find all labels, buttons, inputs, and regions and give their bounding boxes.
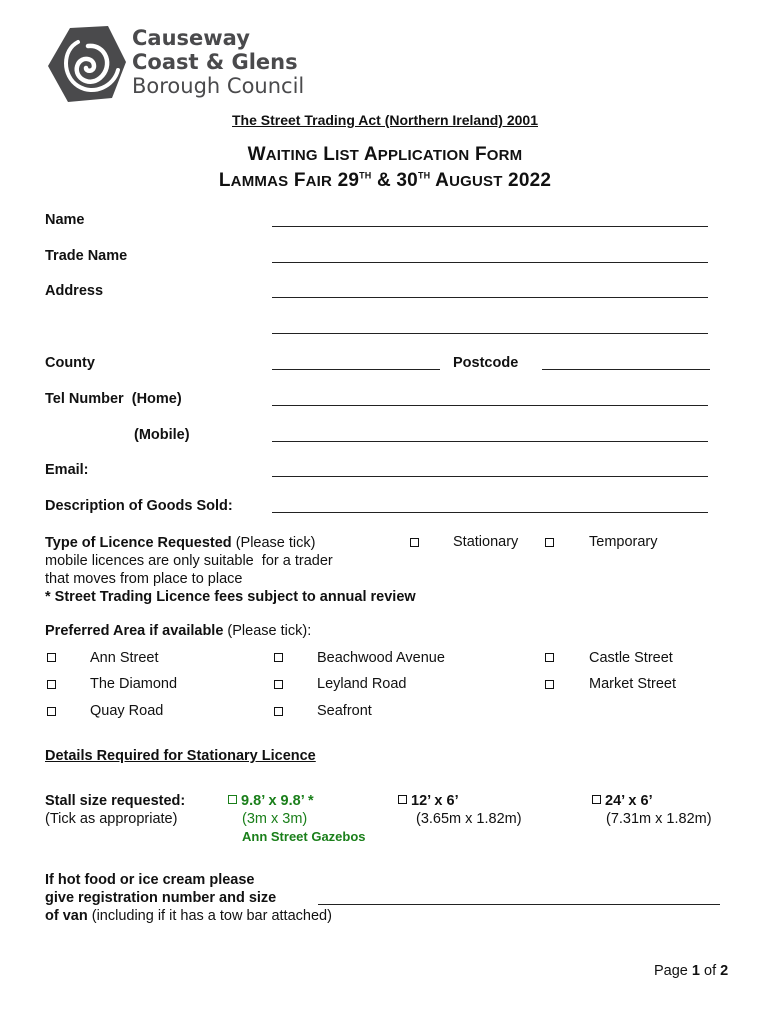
page-number: Page 1 of 2: [654, 963, 729, 979]
area-market-street: Market Street: [589, 676, 677, 692]
area-beachwood-avenue: Beachwood Avenue: [317, 650, 445, 666]
address-field-1[interactable]: [272, 297, 708, 298]
logo-line-3: Borough Council: [132, 74, 305, 98]
tel-mobile-field[interactable]: [272, 441, 708, 442]
area-checkbox-leyland-road[interactable]: [274, 680, 283, 689]
area-seafront: Seafront: [317, 703, 372, 719]
area-checkbox-market-street[interactable]: [545, 680, 554, 689]
hot-food-section: If hot food or ice cream please give registration number and size of van (including if it has a tow bar attached): [45, 872, 332, 924]
council-name: [132, 26, 304, 98]
email-field[interactable]: [272, 476, 708, 477]
form-title-line-2: LAMMAS FAIR 29TH & 30TH AUGUST 2022: [218, 170, 552, 191]
trade-name-field[interactable]: [272, 262, 708, 263]
county-label: County: [45, 355, 95, 371]
licence-fees-note: * Street Trading Licence fees subject to annual review: [45, 589, 416, 605]
logo-line-2: Coast & Glens: [132, 50, 298, 74]
trade-name-label: Trade Name: [45, 248, 128, 264]
address-label: Address: [45, 283, 104, 299]
stall-option-12x6[interactable]: 12’ x 6’ (3.65m x 1.82m): [398, 792, 522, 828]
logo-line-1: Causeway: [132, 26, 250, 50]
goods-label: Description of Goods Sold:: [45, 498, 233, 514]
tel-mobile-label: (Mobile): [134, 427, 190, 443]
name-label: Name: [45, 212, 85, 228]
goods-field[interactable]: [272, 512, 708, 513]
stall-checkbox-24x6[interactable]: [592, 795, 601, 804]
stall-size-label: Stall size requested: (Tick as appropriate): [45, 793, 186, 827]
stall-checkbox-12x6[interactable]: [398, 795, 407, 804]
area-leyland-road: Leyland Road: [317, 676, 407, 692]
stationary-heading: Details Required for Stationary Licence: [45, 748, 316, 764]
temporary-checkbox[interactable]: [545, 538, 554, 547]
postcode-field[interactable]: [542, 369, 710, 370]
name-field[interactable]: [272, 226, 708, 227]
county-field[interactable]: [272, 369, 440, 370]
area-ann-street: Ann Street: [90, 650, 159, 666]
temporary-label: Temporary: [589, 534, 658, 550]
licence-section: [45, 534, 416, 606]
email-label: Email:: [45, 462, 89, 478]
stall-option-24x6[interactable]: 24’ x 6’ (7.31m x 1.82m): [592, 792, 712, 828]
stall-checkbox-gazebo[interactable]: [228, 795, 237, 804]
licence-heading: Type of Licence Requested: [45, 535, 232, 551]
area-checkbox-quay-road[interactable]: [47, 707, 56, 716]
area-heading: Preferred Area if available (Please tick):: [45, 623, 312, 639]
tel-home-field[interactable]: [272, 405, 708, 406]
area-quay-road: Quay Road: [90, 703, 164, 719]
area-castle-street: Castle Street: [589, 650, 673, 666]
licence-note-1: mobile licences are only suitable for a trader: [45, 553, 333, 569]
stationary-checkbox[interactable]: [410, 538, 419, 547]
form-title-line-1: WAITING LIST APPLICATION FORM: [247, 144, 523, 165]
address-field-2[interactable]: [272, 333, 708, 334]
van-registration-field[interactable]: [318, 904, 720, 905]
licence-tick-hint: (Please tick): [235, 535, 316, 551]
area-checkbox-castle-street[interactable]: [545, 653, 554, 662]
postcode-label: Postcode: [453, 355, 519, 371]
stall-option-gazebo[interactable]: 9.8’ x 9.8’ * (3m x 3m) Ann Street Gazebos: [228, 792, 366, 846]
area-checkbox-ann-street[interactable]: [47, 653, 56, 662]
act-title: The Street Trading Act (Northern Ireland) 2001: [232, 112, 538, 128]
area-checkbox-seafront[interactable]: [274, 707, 283, 716]
licence-note-2: that moves from place to place: [45, 571, 243, 587]
area-checkbox-the-diamond[interactable]: [47, 680, 56, 689]
tel-home-label: Tel Number (Home): [45, 391, 182, 407]
area-the-diamond: The Diamond: [90, 676, 178, 692]
stationary-label: Stationary: [453, 534, 519, 550]
area-checkbox-beachwood-avenue[interactable]: [274, 653, 283, 662]
council-logo-icon: [48, 26, 126, 102]
